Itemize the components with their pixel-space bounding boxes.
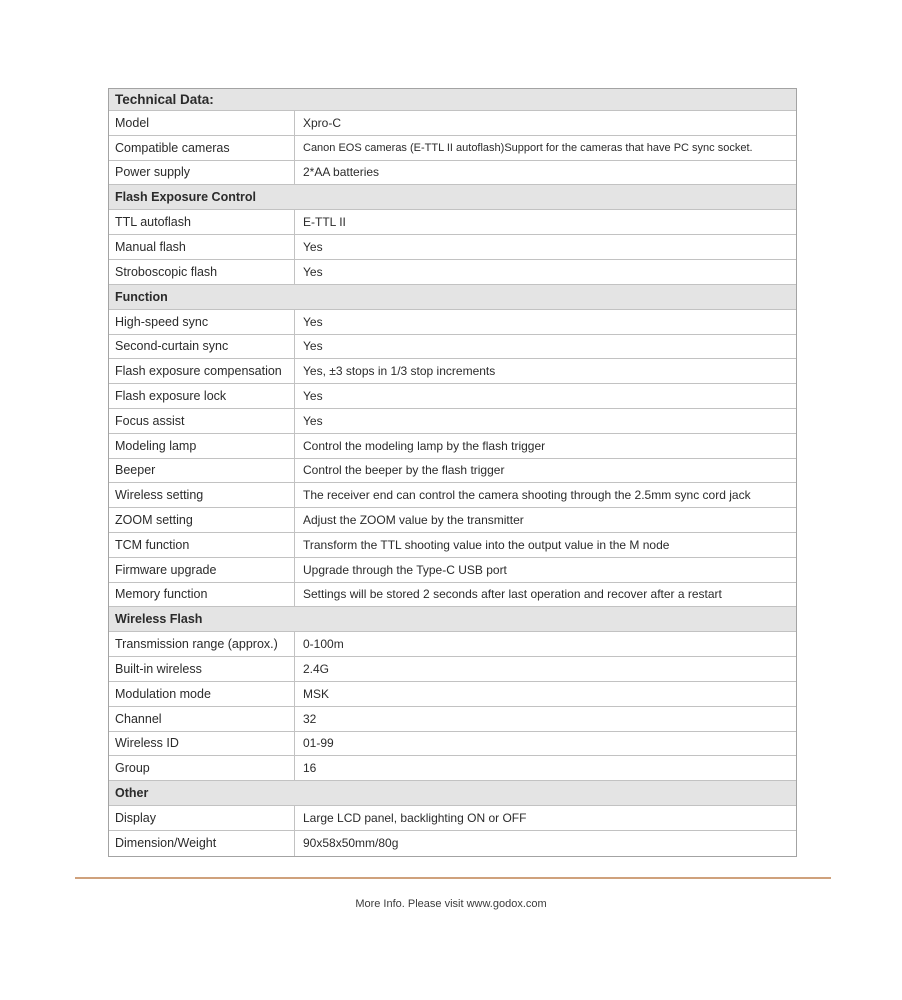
row-value: 01-99 — [303, 736, 334, 751]
section-header-row: Wireless Flash — [109, 607, 796, 632]
row-label: ZOOM setting — [109, 508, 295, 532]
row-value: Yes — [303, 264, 323, 279]
row-value: 2.4G — [303, 662, 330, 677]
table-row — [109, 111, 796, 136]
row-value: Canon EOS cameras (E-TTL II autoflash)Support for the cameras that have PC sync socket. — [303, 141, 753, 154]
row-label: Wireless setting — [109, 483, 295, 507]
table-row — [109, 657, 796, 682]
row-value: 0-100m — [303, 637, 344, 652]
row-value: Transform the TTL shooting value into the output value in the M node — [303, 537, 670, 552]
table-row — [109, 732, 796, 757]
row-value: 16 — [303, 761, 317, 776]
section-header-row: Other — [109, 781, 796, 806]
row-label: Stroboscopic flash — [109, 260, 295, 284]
section-header-row: Function — [109, 285, 796, 310]
table-row — [109, 806, 796, 831]
table-row — [109, 533, 796, 558]
row-label: Memory function — [109, 583, 295, 607]
table-row — [109, 434, 796, 459]
footer-text: More Info. Please visit www.godox.com — [355, 898, 547, 910]
table-row — [109, 235, 796, 260]
row-label: Wireless ID — [109, 732, 295, 756]
row-label: Focus assist — [109, 409, 295, 433]
table-row — [109, 682, 796, 707]
row-label: Beeper — [109, 459, 295, 483]
row-label: Modeling lamp — [109, 434, 295, 458]
row-label: High-speed sync — [109, 310, 295, 334]
row-label: Dimension/Weight — [109, 831, 295, 856]
table-title: Technical Data: — [109, 89, 796, 111]
row-value: Large LCD panel, backlighting ON or OFF — [303, 811, 527, 826]
row-label: TTL autoflash — [109, 210, 295, 234]
table-row — [109, 707, 796, 732]
row-value: Yes — [303, 339, 323, 354]
row-label: Built-in wireless — [109, 657, 295, 681]
table-row — [109, 210, 796, 235]
row-value: Yes, ±3 stops in 1/3 stop increments — [303, 364, 496, 379]
row-label: Compatible cameras — [109, 136, 295, 160]
row-value: Yes — [303, 314, 323, 329]
table-row — [109, 508, 796, 533]
table-row — [109, 632, 796, 657]
row-value: Yes — [303, 240, 323, 255]
row-label: Firmware upgrade — [109, 558, 295, 582]
row-value: Yes — [303, 413, 323, 428]
row-label: Power supply — [109, 161, 295, 185]
row-value: The receiver end can control the camera shooting through the 2.5mm sync cord jack — [303, 488, 751, 503]
row-label: Channel — [109, 707, 295, 731]
row-label: Flash exposure compensation — [109, 359, 295, 383]
table-row — [109, 558, 796, 583]
row-value: Control the beeper by the flash trigger — [303, 463, 505, 478]
table-row — [109, 384, 796, 409]
row-value: Control the modeling lamp by the flash trigger — [303, 438, 546, 453]
section-header-row: Flash Exposure Control — [109, 185, 796, 210]
row-label: Manual flash — [109, 235, 295, 259]
table-row — [109, 310, 796, 335]
table-row — [109, 831, 796, 856]
table-row — [109, 459, 796, 484]
row-value: Upgrade through the Type-C USB port — [303, 562, 507, 577]
table-row — [109, 409, 796, 434]
row-label: Second-curtain sync — [109, 335, 295, 359]
table-row — [109, 335, 796, 360]
table-row — [109, 260, 796, 285]
table-row — [109, 136, 796, 161]
spec-table — [108, 88, 797, 857]
row-value: 32 — [303, 711, 317, 726]
footer-divider — [75, 877, 831, 879]
table-row — [109, 359, 796, 384]
row-value: Settings will be stored 2 seconds after last operation and recover after a restart — [303, 587, 722, 602]
row-value: Adjust the ZOOM value by the transmitter — [303, 513, 524, 528]
table-row — [109, 756, 796, 781]
row-label: Display — [109, 806, 295, 830]
row-value: MSK — [303, 686, 330, 701]
row-label: Modulation mode — [109, 682, 295, 706]
row-label: Transmission range (approx.) — [109, 632, 295, 656]
row-value: Xpro-C — [303, 115, 342, 130]
row-value: Yes — [303, 389, 323, 404]
row-label: Flash exposure lock — [109, 384, 295, 408]
table-row — [109, 161, 796, 186]
row-label: TCM function — [109, 533, 295, 557]
row-label: Model — [109, 111, 295, 135]
row-value: E-TTL II — [303, 215, 346, 230]
table-row — [109, 583, 796, 608]
row-label: Group — [109, 756, 295, 780]
table-row — [109, 483, 796, 508]
row-value: 2*AA batteries — [303, 165, 380, 180]
row-value: 90x58x50mm/80g — [303, 836, 399, 851]
